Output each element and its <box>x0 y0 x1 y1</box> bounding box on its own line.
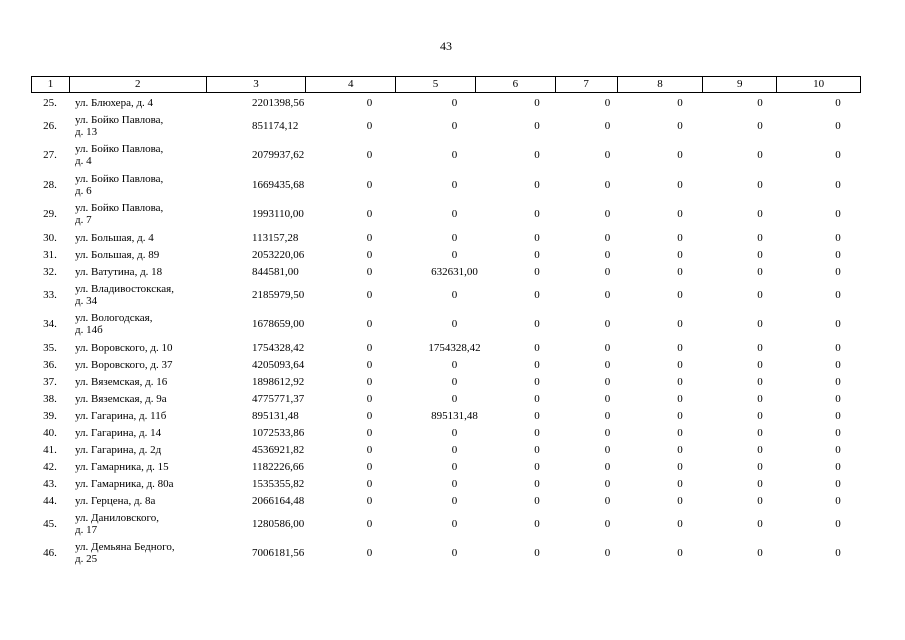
value-cell-c9: 0 <box>757 460 763 473</box>
value-cell-c9: 0 <box>757 477 763 490</box>
address-line: ул. Бойко Павлова, <box>75 172 164 185</box>
value-cell-c8: 0 <box>677 265 683 278</box>
table-row <box>31 539 861 569</box>
value-cell-c8: 0 <box>677 178 683 191</box>
value-cell-c9: 0 <box>757 494 763 507</box>
value-cell-c8: 0 <box>677 392 683 405</box>
value-cell-c5: 0 <box>451 149 458 162</box>
value-cell-c3: 1072533,86 <box>252 426 305 439</box>
value-cell-c6: 0 <box>534 426 540 439</box>
address-cell <box>69 97 201 109</box>
value-cell-c10: 0 <box>835 149 841 162</box>
value-cell-c9: 0 <box>757 443 763 456</box>
value-cell-c4: 0 <box>366 477 373 490</box>
table-row <box>31 141 861 171</box>
value-cell-c5: 0 <box>451 460 458 473</box>
value-cell-c6: 0 <box>534 517 540 530</box>
table-row <box>31 407 861 424</box>
value-cell-c4: 0 <box>366 426 373 439</box>
value-cell-c4: 0 <box>366 248 373 261</box>
value-cell-c8: 0 <box>677 409 683 422</box>
address-cell <box>69 266 201 278</box>
value-cell-c5: 895131,48 <box>431 409 478 422</box>
value-cell-c10: 0 <box>835 517 841 530</box>
address-line: д. 14б <box>75 324 103 337</box>
row-number: 34. <box>43 318 57 331</box>
value-cell-c10: 0 <box>835 178 841 191</box>
value-cell-c10: 0 <box>835 341 841 354</box>
value-cell-c4: 0 <box>366 460 373 473</box>
value-cell-c9: 0 <box>757 265 763 278</box>
value-cell-c6: 0 <box>534 119 540 132</box>
address-line: ул. Гагарина, д. 14 <box>75 426 162 439</box>
value-cell-c8: 0 <box>677 149 683 162</box>
value-cell-c10: 0 <box>835 443 841 456</box>
value-cell-c4: 0 <box>366 517 373 530</box>
value-cell-c6: 0 <box>534 318 540 331</box>
value-cell-c7: 0 <box>604 341 611 354</box>
row-number: 36. <box>43 358 57 371</box>
address-cell <box>69 143 201 167</box>
value-cell-c7: 0 <box>604 288 611 301</box>
address-cell <box>69 495 201 507</box>
address-line: ул. Ватутина, д. 18 <box>75 265 163 278</box>
value-cell-c6: 0 <box>534 392 540 405</box>
value-cell-c10: 0 <box>835 547 841 560</box>
value-cell-c8: 0 <box>677 318 683 331</box>
value-cell-c9: 0 <box>757 96 763 109</box>
value-cell-c10: 0 <box>835 265 841 278</box>
address-line: д. 17 <box>75 523 98 536</box>
address-line: д. 25 <box>75 553 98 566</box>
value-cell-c9: 0 <box>757 392 763 405</box>
value-cell-c3: 1280586,00 <box>252 517 305 530</box>
value-cell-c6: 0 <box>534 96 540 109</box>
value-cell-c4: 0 <box>366 392 373 405</box>
address-line: ул. Вяземская, д. 16 <box>75 375 168 388</box>
address-cell <box>69 232 201 244</box>
row-number: 39. <box>43 409 57 422</box>
row-number: 35. <box>43 341 57 354</box>
address-line: ул. Вяземская, д. 9а <box>75 392 167 405</box>
value-cell-c10: 0 <box>835 231 841 244</box>
table-row <box>31 475 861 492</box>
table-row <box>31 458 861 475</box>
header-col-3: 3 <box>207 77 307 92</box>
value-cell-c8: 0 <box>677 358 683 371</box>
value-cell-c4: 0 <box>366 318 373 331</box>
value-cell-c9: 0 <box>757 119 763 132</box>
address-line: ул. Гагарина, д. 11б <box>75 409 167 422</box>
header-col-9: 9 <box>703 77 777 92</box>
value-cell-c4: 0 <box>366 178 373 191</box>
address-line: ул. Герцена, д. 8а <box>75 494 156 507</box>
table-row <box>31 246 861 263</box>
value-cell-c6: 0 <box>534 477 540 490</box>
address-cell <box>69 393 201 405</box>
table-row <box>31 170 861 200</box>
row-number: 25. <box>43 96 57 109</box>
address-cell <box>69 444 201 456</box>
value-cell-c7: 0 <box>604 318 611 331</box>
value-cell-c4: 0 <box>366 375 373 388</box>
value-cell-c7: 0 <box>604 96 611 109</box>
value-cell-c8: 0 <box>677 96 683 109</box>
row-number: 33. <box>43 288 57 301</box>
value-cell-c8: 0 <box>677 208 683 221</box>
value-cell-c3: 1993110,00 <box>252 208 304 221</box>
address-cell <box>69 359 201 371</box>
value-cell-c5: 0 <box>451 119 458 132</box>
value-cell-c6: 0 <box>534 265 540 278</box>
value-cell-c3: 1898612,92 <box>252 375 305 388</box>
table-row <box>31 111 861 141</box>
value-cell-c10: 0 <box>835 392 841 405</box>
header-col-10: 10 <box>813 78 825 90</box>
value-cell-c10: 0 <box>835 208 841 221</box>
value-cell-c4: 0 <box>366 208 373 221</box>
value-cell-c5: 0 <box>451 318 458 331</box>
value-cell-c3: 1678659,00 <box>252 318 305 331</box>
value-cell-c4: 0 <box>366 265 373 278</box>
value-cell-c7: 0 <box>604 149 611 162</box>
value-cell-c5: 0 <box>451 231 458 244</box>
value-cell-c5: 0 <box>451 358 458 371</box>
value-cell-c6: 0 <box>534 149 540 162</box>
value-cell-c4: 0 <box>366 341 373 354</box>
table-row <box>31 200 861 230</box>
value-cell-c3: 2053220,06 <box>252 248 305 261</box>
value-cell-c7: 0 <box>604 265 611 278</box>
value-cell-c3: 1535355,82 <box>252 477 305 490</box>
address-line: ул. Вологодская, <box>75 312 153 325</box>
value-cell-c10: 0 <box>835 426 841 439</box>
address-cell <box>69 114 201 138</box>
value-cell-c8: 0 <box>677 547 683 560</box>
row-number: 41. <box>43 443 57 456</box>
address-line: ул. Бойко Павлова, <box>75 143 164 156</box>
value-cell-c3: 2066164,48 <box>252 494 305 507</box>
value-cell-c7: 0 <box>604 494 611 507</box>
value-cell-c10: 0 <box>835 288 841 301</box>
value-cell-c4: 0 <box>366 443 373 456</box>
address-line: ул. Гамарника, д. 15 <box>75 460 169 473</box>
address-cell <box>69 342 201 354</box>
table-row <box>31 263 861 280</box>
value-cell-c4: 0 <box>366 96 373 109</box>
row-number: 46. <box>43 547 57 560</box>
value-cell-c10: 0 <box>835 409 841 422</box>
address-line: ул. Даниловского, <box>75 511 159 524</box>
value-cell-c3: 1182226,66 <box>252 460 304 473</box>
value-cell-c7: 0 <box>604 409 611 422</box>
address-line: д. 34 <box>75 294 98 307</box>
value-cell-c10: 0 <box>835 375 841 388</box>
value-cell-c3: 844581,00 <box>252 265 299 278</box>
address-line: ул. Бойко Павлова, <box>75 113 164 126</box>
table-row <box>31 280 861 310</box>
address-cell <box>69 202 201 226</box>
table-row <box>31 509 861 539</box>
address-line: д. 7 <box>75 214 92 227</box>
table-row <box>31 441 861 458</box>
value-cell-c9: 0 <box>757 288 763 301</box>
value-cell-c7: 0 <box>604 248 611 261</box>
value-cell-c3: 895131,48 <box>252 409 299 422</box>
value-cell-c5: 0 <box>451 178 458 191</box>
value-cell-c4: 0 <box>366 288 373 301</box>
value-cell-c7: 0 <box>604 426 611 439</box>
value-cell-c7: 0 <box>604 460 611 473</box>
value-cell-c9: 0 <box>757 358 763 371</box>
value-cell-c5: 0 <box>451 375 458 388</box>
value-cell-c6: 0 <box>534 231 540 244</box>
value-cell-c8: 0 <box>677 477 683 490</box>
value-cell-c8: 0 <box>677 426 683 439</box>
value-cell-c5: 0 <box>451 96 458 109</box>
value-cell-c9: 0 <box>757 208 763 221</box>
value-cell-c4: 0 <box>366 231 373 244</box>
value-cell-c4: 0 <box>366 494 373 507</box>
value-cell-c5: 0 <box>451 426 458 439</box>
address-cell <box>69 283 201 307</box>
value-cell-c10: 0 <box>835 477 841 490</box>
row-number: 42. <box>43 460 57 473</box>
value-cell-c6: 0 <box>534 443 540 456</box>
address-line: д. 4 <box>75 155 92 168</box>
value-cell-c7: 0 <box>604 208 611 221</box>
value-cell-c9: 0 <box>757 547 763 560</box>
value-cell-c3: 4775771,37 <box>252 392 305 405</box>
address-line: ул. Большая, д. 4 <box>75 231 154 244</box>
address-cell <box>69 249 201 261</box>
address-line: д. 6 <box>75 184 92 197</box>
value-cell-c5: 0 <box>451 494 458 507</box>
value-cell-c3: 4536921,82 <box>252 443 305 456</box>
value-cell-c7: 0 <box>604 231 611 244</box>
address-line: ул. Воровского, д. 37 <box>75 358 173 371</box>
value-cell-c6: 0 <box>534 248 540 261</box>
value-cell-c7: 0 <box>604 375 611 388</box>
table-header <box>31 76 861 93</box>
address-cell <box>69 512 201 536</box>
header-col-8: 8 <box>618 77 704 92</box>
value-cell-c5: 0 <box>451 443 458 456</box>
table-row <box>31 424 861 441</box>
value-cell-c5: 0 <box>451 517 458 530</box>
value-cell-c3: 851174,12 <box>252 119 299 132</box>
address-line: ул. Бойко Павлова, <box>75 202 164 215</box>
page-number: 43 <box>440 39 452 53</box>
value-cell-c6: 0 <box>534 409 540 422</box>
value-cell-c7: 0 <box>604 443 611 456</box>
value-cell-c4: 0 <box>366 149 373 162</box>
row-number: 38. <box>43 392 57 405</box>
value-cell-c5: 0 <box>451 547 458 560</box>
value-cell-c10: 0 <box>835 248 841 261</box>
address-line: ул. Блюхера, д. 4 <box>75 96 154 109</box>
value-cell-c5: 0 <box>451 208 458 221</box>
value-cell-c9: 0 <box>757 318 763 331</box>
value-cell-c8: 0 <box>677 517 683 530</box>
address-cell <box>69 541 201 565</box>
row-number: 27. <box>43 149 57 162</box>
value-cell-c9: 0 <box>757 375 763 388</box>
address-line: ул. Владивостокская, <box>75 282 174 295</box>
value-cell-c10: 0 <box>835 96 841 109</box>
value-cell-c8: 0 <box>677 231 683 244</box>
row-number: 40. <box>43 426 57 439</box>
value-cell-c5: 0 <box>451 477 458 490</box>
address-line: ул. Большая, д. 89 <box>75 248 160 261</box>
address-line: д. 13 <box>75 125 98 138</box>
value-cell-c8: 0 <box>677 341 683 354</box>
table-row <box>31 94 861 111</box>
address-line: ул. Гамарника, д. 80а <box>75 477 174 490</box>
value-cell-c7: 0 <box>604 392 611 405</box>
value-cell-c6: 0 <box>534 288 540 301</box>
table-row <box>31 492 861 509</box>
table-row <box>31 356 861 373</box>
value-cell-c10: 0 <box>835 358 841 371</box>
value-cell-c6: 0 <box>534 208 540 221</box>
value-cell-c4: 0 <box>366 547 373 560</box>
value-cell-c5: 632631,00 <box>431 265 478 278</box>
value-cell-c10: 0 <box>835 119 841 132</box>
row-number: 45. <box>43 517 57 530</box>
value-cell-c7: 0 <box>604 517 611 530</box>
value-cell-c4: 0 <box>366 358 373 371</box>
address-cell <box>69 478 201 490</box>
value-cell-c6: 0 <box>534 494 540 507</box>
value-cell-c3: 1754328,42 <box>252 341 305 354</box>
table-row <box>31 229 861 246</box>
table-body <box>31 94 861 568</box>
value-cell-c7: 0 <box>604 477 611 490</box>
value-cell-c6: 0 <box>534 178 540 191</box>
row-number: 31. <box>43 248 57 261</box>
address-cell <box>69 173 201 197</box>
header-col-4: 4 <box>306 77 396 92</box>
value-cell-c3: 113157,28 <box>252 231 299 244</box>
value-cell-c3: 2185979,50 <box>252 288 305 301</box>
value-cell-c9: 0 <box>757 409 763 422</box>
table-row <box>31 390 861 407</box>
value-cell-c6: 0 <box>534 547 540 560</box>
value-cell-c7: 0 <box>604 119 611 132</box>
value-cell-c7: 0 <box>604 178 611 191</box>
address-line: ул. Воровского, д. 10 <box>75 341 173 354</box>
value-cell-c6: 0 <box>534 341 540 354</box>
value-cell-c9: 0 <box>757 426 763 439</box>
header-col-7: 7 <box>556 77 618 92</box>
value-cell-c8: 0 <box>677 494 683 507</box>
value-cell-c9: 0 <box>757 341 763 354</box>
address-line: ул. Демьяна Бедного, <box>75 541 175 554</box>
value-cell-c6: 0 <box>534 460 540 473</box>
row-number: 43. <box>43 477 57 490</box>
value-cell-c8: 0 <box>677 119 683 132</box>
value-cell-c9: 0 <box>757 149 763 162</box>
row-number: 26. <box>43 119 57 132</box>
value-cell-c3: 2079937,62 <box>252 149 305 162</box>
value-cell-c4: 0 <box>366 119 373 132</box>
address-cell <box>69 376 201 388</box>
value-cell-c5: 0 <box>451 392 458 405</box>
value-cell-c3: 4205093,64 <box>252 358 305 371</box>
value-cell-c5: 1754328,42 <box>428 341 481 354</box>
address-line: ул. Гагарина, д. 2д <box>75 443 162 456</box>
value-cell-c4: 0 <box>366 409 373 422</box>
value-cell-c8: 0 <box>677 443 683 456</box>
value-cell-c8: 0 <box>677 288 683 301</box>
header-col-1: 1 <box>32 77 70 92</box>
header-col-5: 5 <box>396 77 476 92</box>
value-cell-c5: 0 <box>451 248 458 261</box>
address-cell <box>69 427 201 439</box>
table-row <box>31 310 861 340</box>
value-cell-c10: 0 <box>835 318 841 331</box>
value-cell-c9: 0 <box>757 517 763 530</box>
value-cell-c8: 0 <box>677 460 683 473</box>
value-cell-c7: 0 <box>604 358 611 371</box>
value-cell-c9: 0 <box>757 231 763 244</box>
row-number: 32. <box>43 265 57 278</box>
value-cell-c9: 0 <box>757 248 763 261</box>
header-col-2: 2 <box>70 77 207 92</box>
value-cell-c9: 0 <box>757 178 763 191</box>
value-cell-c10: 0 <box>835 494 841 507</box>
row-number: 29. <box>43 208 57 221</box>
value-cell-c3: 1669435,68 <box>252 178 305 191</box>
header-col-6: 6 <box>476 77 556 92</box>
value-cell-c7: 0 <box>604 547 611 560</box>
row-number: 37. <box>43 375 57 388</box>
value-cell-c6: 0 <box>534 375 540 388</box>
row-number: 44. <box>43 494 57 507</box>
value-cell-c6: 0 <box>534 358 540 371</box>
value-cell-c5: 0 <box>451 288 458 301</box>
table-row <box>31 339 861 356</box>
address-cell <box>69 461 201 473</box>
value-cell-c10: 0 <box>835 460 841 473</box>
address-cell <box>69 312 201 336</box>
value-cell-c3: 2201398,56 <box>252 96 305 109</box>
table-row <box>31 373 861 390</box>
value-cell-c8: 0 <box>677 375 683 388</box>
row-number: 28. <box>43 178 57 191</box>
row-number: 30. <box>43 231 57 244</box>
address-cell <box>69 410 201 422</box>
value-cell-c3: 7006181,56 <box>252 547 305 560</box>
value-cell-c8: 0 <box>677 248 683 261</box>
